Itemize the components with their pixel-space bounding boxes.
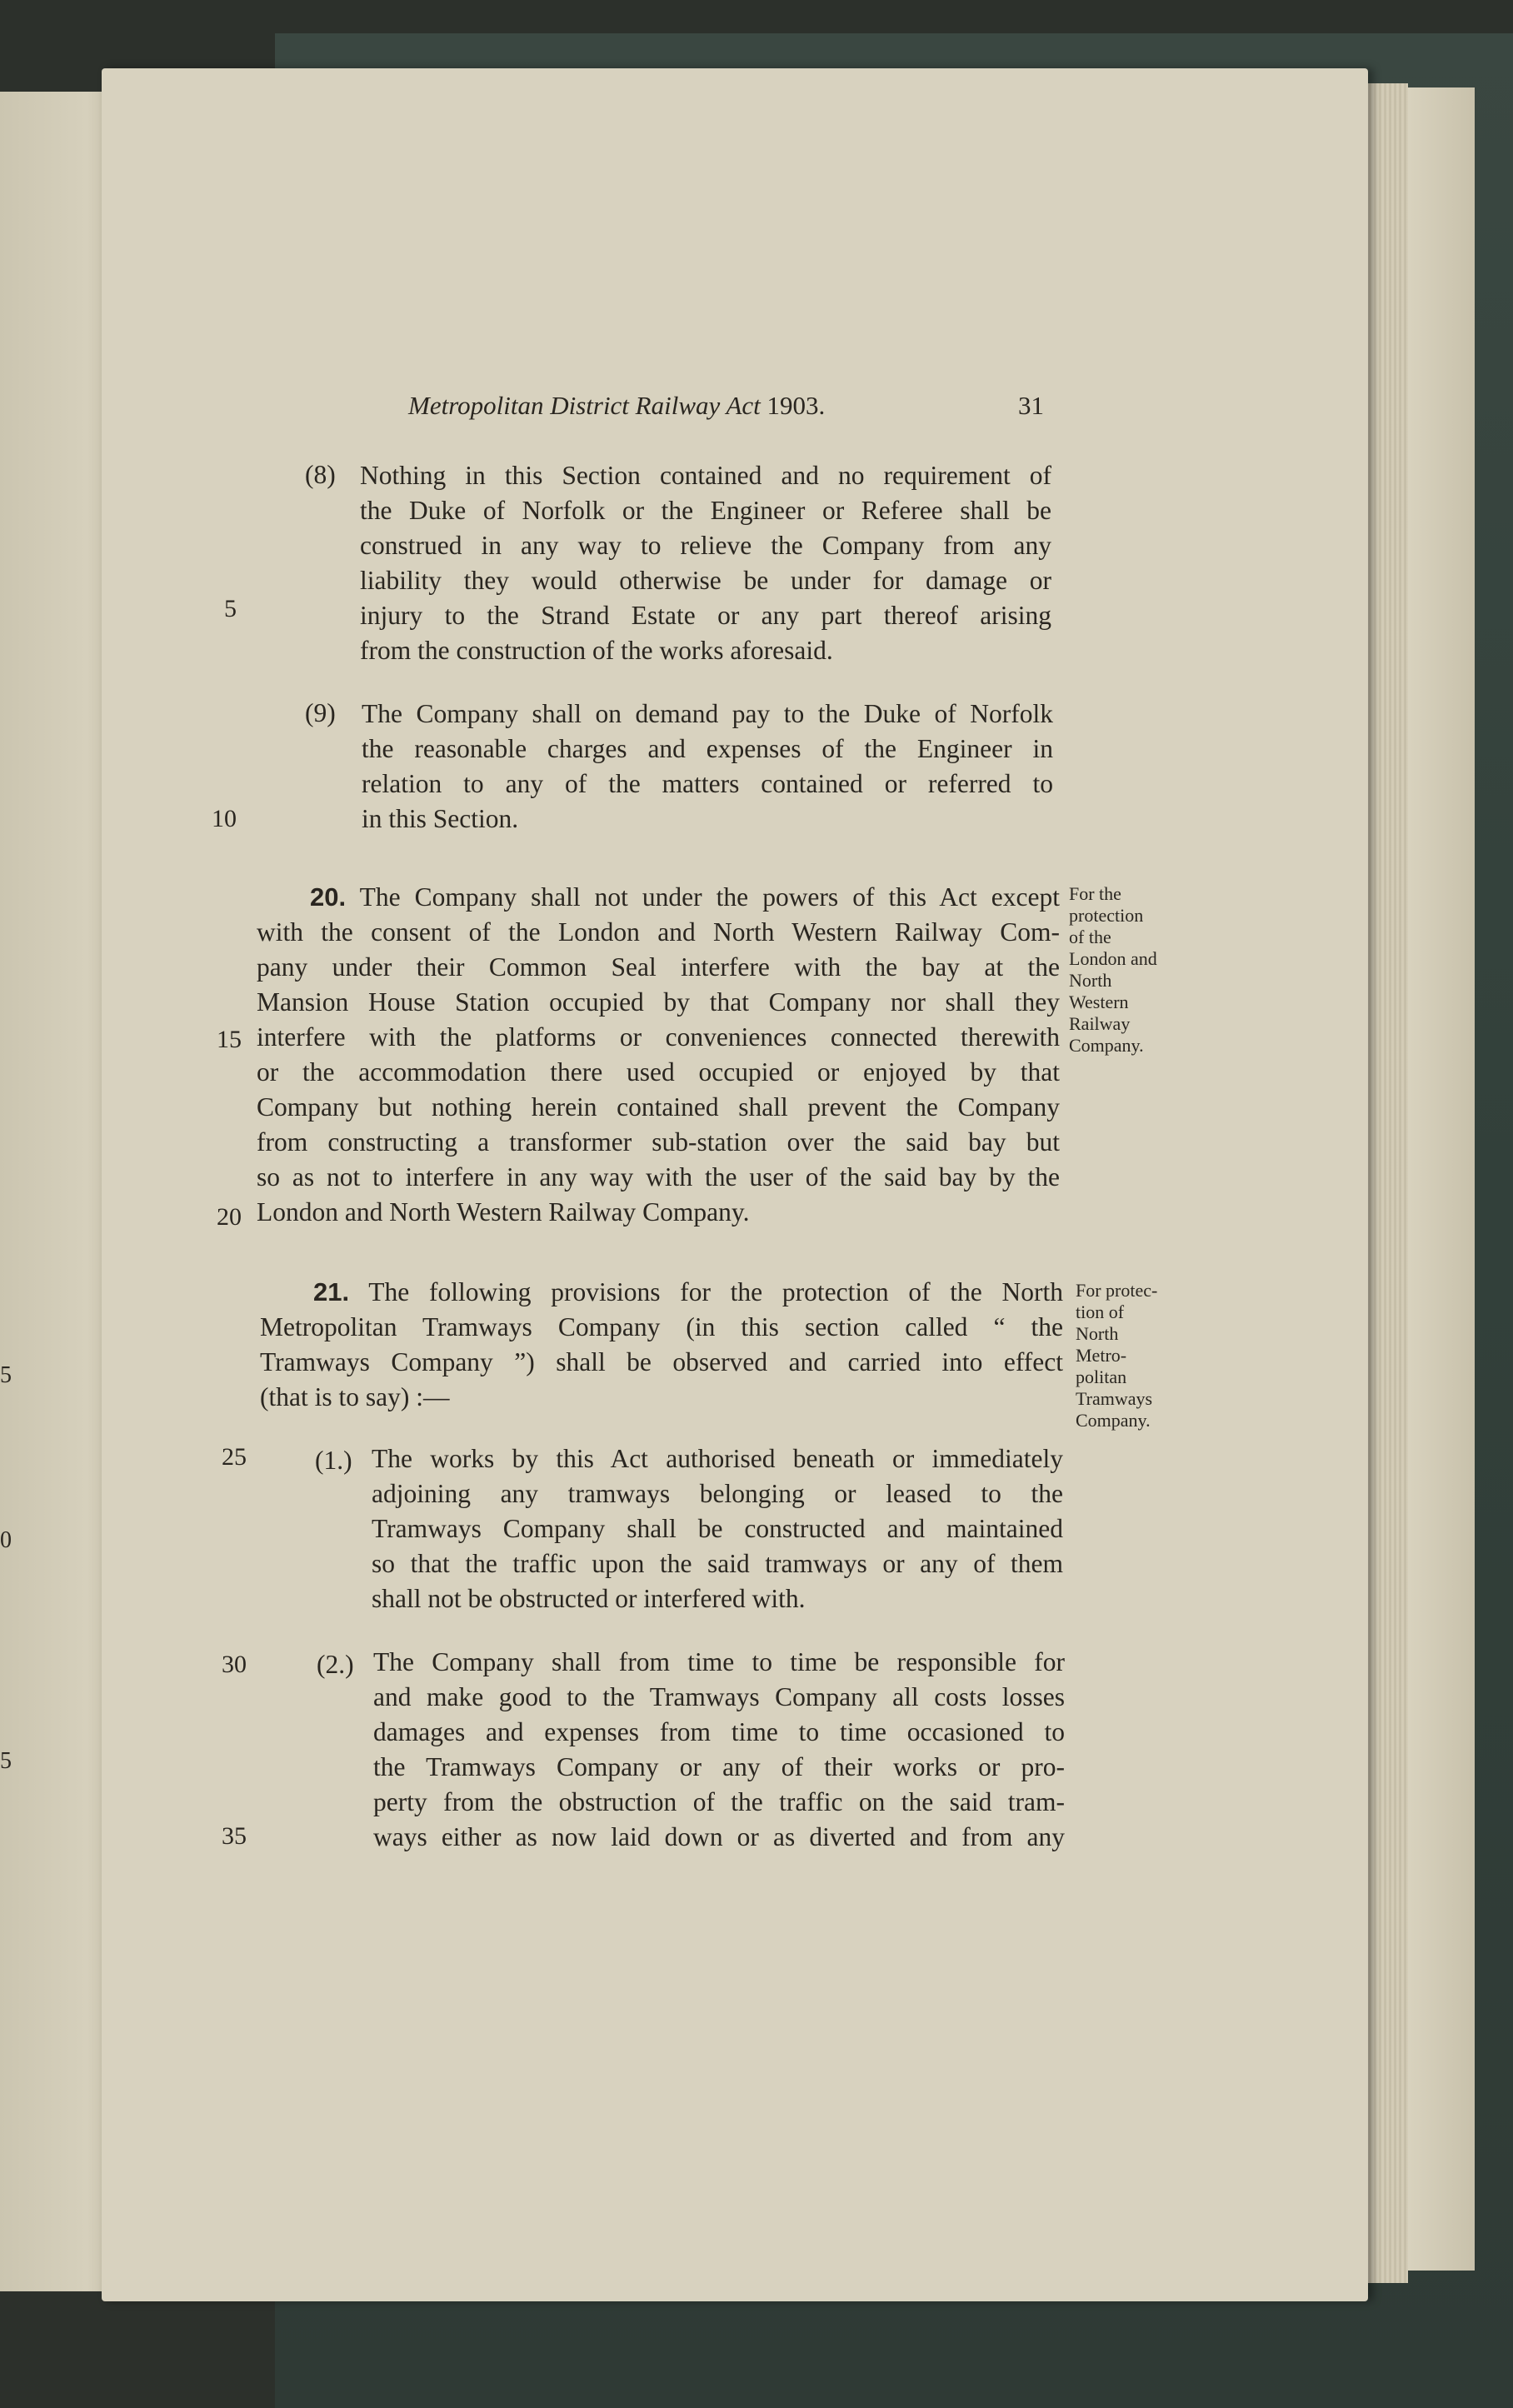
text-line: in this Section. [362, 804, 519, 833]
text-line: or the accommodation there used occupied or enjoyed by that [257, 1057, 1060, 1087]
text-line: The Company shall from time to time be responsible for [373, 1647, 1065, 1676]
text-line: London and North Western Railway Company. [257, 1197, 750, 1226]
margin-note-line: Company. [1069, 1035, 1144, 1056]
text-line [257, 880, 1060, 915]
line-number: 35 [222, 1822, 247, 1850]
section-number: 20. [310, 882, 347, 912]
text-line: ways either as now laid down or as diverted and from any [373, 1822, 1065, 1851]
text-line: the Tramways Company or any of their works or pro- [373, 1752, 1065, 1781]
margin-note-line: Metro- [1076, 1345, 1127, 1366]
page-number: 31 [1018, 391, 1044, 420]
text-line: The Company shall on demand pay to the Duke of Norfolk [362, 699, 1053, 728]
text-line: injury to the Strand Estate or any part thereof arising [360, 601, 1051, 630]
margin-note-section-21 [1076, 1280, 1157, 1431]
section-20-text [257, 880, 1060, 1230]
margin-note-line: Western [1069, 992, 1129, 1012]
running-head-title: Metropolitan District Railway Act [408, 391, 761, 420]
text-line: the reasonable charges and expenses of the Engineer in [362, 734, 1053, 763]
clause-label: (2.) [317, 1650, 354, 1679]
text-line: Company but nothing herein contained shall prevent the Company [257, 1092, 1060, 1122]
margin-note-line: North [1069, 970, 1112, 991]
margin-note-section-20 [1069, 883, 1157, 1057]
left-page-fragment: 5 [0, 1748, 12, 1774]
text-line: perty from the obstruction of the traffic on the said tram- [373, 1787, 1065, 1816]
text-line: relation to any of the matters contained or referred to [362, 769, 1053, 798]
line-number: 25 [222, 1443, 247, 1471]
text-line: Mansion House Station occupied by that Company nor shall they [257, 987, 1060, 1017]
margin-note-line: tion of [1076, 1301, 1125, 1322]
text-line: the Duke of Norfolk or the Engineer or Referee shall be [360, 496, 1051, 525]
line-number: 20 [217, 1203, 242, 1231]
text-line: pany under their Common Seal interfere with the bay at the [257, 952, 1060, 982]
text-line [260, 1275, 1063, 1310]
margin-note-line: of the [1069, 927, 1111, 947]
text-line: Metropolitan Tramways Company (in this section called “ the [260, 1312, 1063, 1341]
text-line-part: The Company shall not under the powers of this Act except [359, 882, 1060, 912]
line-number: 15 [217, 1026, 242, 1053]
margin-note-line: For the [1069, 883, 1121, 904]
clause-label: (1.) [315, 1446, 352, 1475]
line-number: 5 [224, 595, 237, 622]
text-line: with the consent of the London and North Western Railway Com- [257, 917, 1060, 947]
line-number: 10 [212, 805, 237, 832]
clause-21-2-text [373, 1645, 1065, 1855]
text-line: from the construction of the works aforesaid. [360, 636, 833, 665]
text-line: construed in any way to relieve the Company from any [360, 531, 1051, 560]
left-page-fragment: 0 [0, 1527, 12, 1553]
text-line: liability they would otherwise be under for damage or [360, 566, 1051, 595]
margin-note-line: protection [1069, 905, 1144, 926]
margin-note-line: Tramways [1076, 1388, 1153, 1409]
margin-note-line: Company. [1076, 1410, 1151, 1431]
line-number: 30 [222, 1651, 247, 1678]
section-21-text [260, 1275, 1063, 1415]
text-line: from constructing a transformer sub-station over the said bay but [257, 1127, 1060, 1157]
clause-9-text [362, 697, 1053, 837]
clause-label: (9) [305, 698, 336, 727]
clause-label: (8) [305, 460, 336, 489]
clause-8-text [360, 458, 1051, 668]
text-line: shall not be obstructed or interfered with. [372, 1584, 806, 1613]
text-line: interfere with the platforms or conveniences connected therewith [257, 1022, 1060, 1052]
running-head [408, 391, 1025, 421]
margin-note-line: For protec- [1076, 1280, 1158, 1301]
text-line: The works by this Act authorised beneath or immediately [372, 1444, 1063, 1473]
margin-note-line: politan [1076, 1366, 1127, 1387]
margin-note-line: Railway [1069, 1013, 1131, 1034]
left-page-fragment: 5 [0, 1362, 12, 1388]
text-line: Tramways Company ”) shall be observed and carried into effect [260, 1347, 1063, 1376]
margin-note-line: North [1076, 1323, 1119, 1344]
clause-21-1-text [372, 1441, 1063, 1616]
text-line: damages and expenses from time to time occasioned to [373, 1717, 1065, 1746]
section-number: 21. [313, 1277, 350, 1306]
margin-note-line: London and [1069, 948, 1157, 969]
text-line: and make good to the Tramways Company all costs losses [373, 1682, 1065, 1711]
text-line-part: The following provisions for the protection of the North [368, 1277, 1064, 1306]
text-line: Tramways Company shall be constructed and maintained [372, 1514, 1063, 1543]
text-line: so that the traffic upon the said tramways or any of them [372, 1549, 1063, 1578]
text-line: Nothing in this Section contained and no requirement of [360, 461, 1051, 490]
text-line: so as not to interfere in any way with the user of the said bay by the [257, 1162, 1060, 1192]
text-line: adjoining any tramways belonging or leased to the [372, 1479, 1063, 1508]
running-head-year: 1903. [766, 391, 826, 420]
text-line: (that is to say) :— [260, 1382, 450, 1411]
